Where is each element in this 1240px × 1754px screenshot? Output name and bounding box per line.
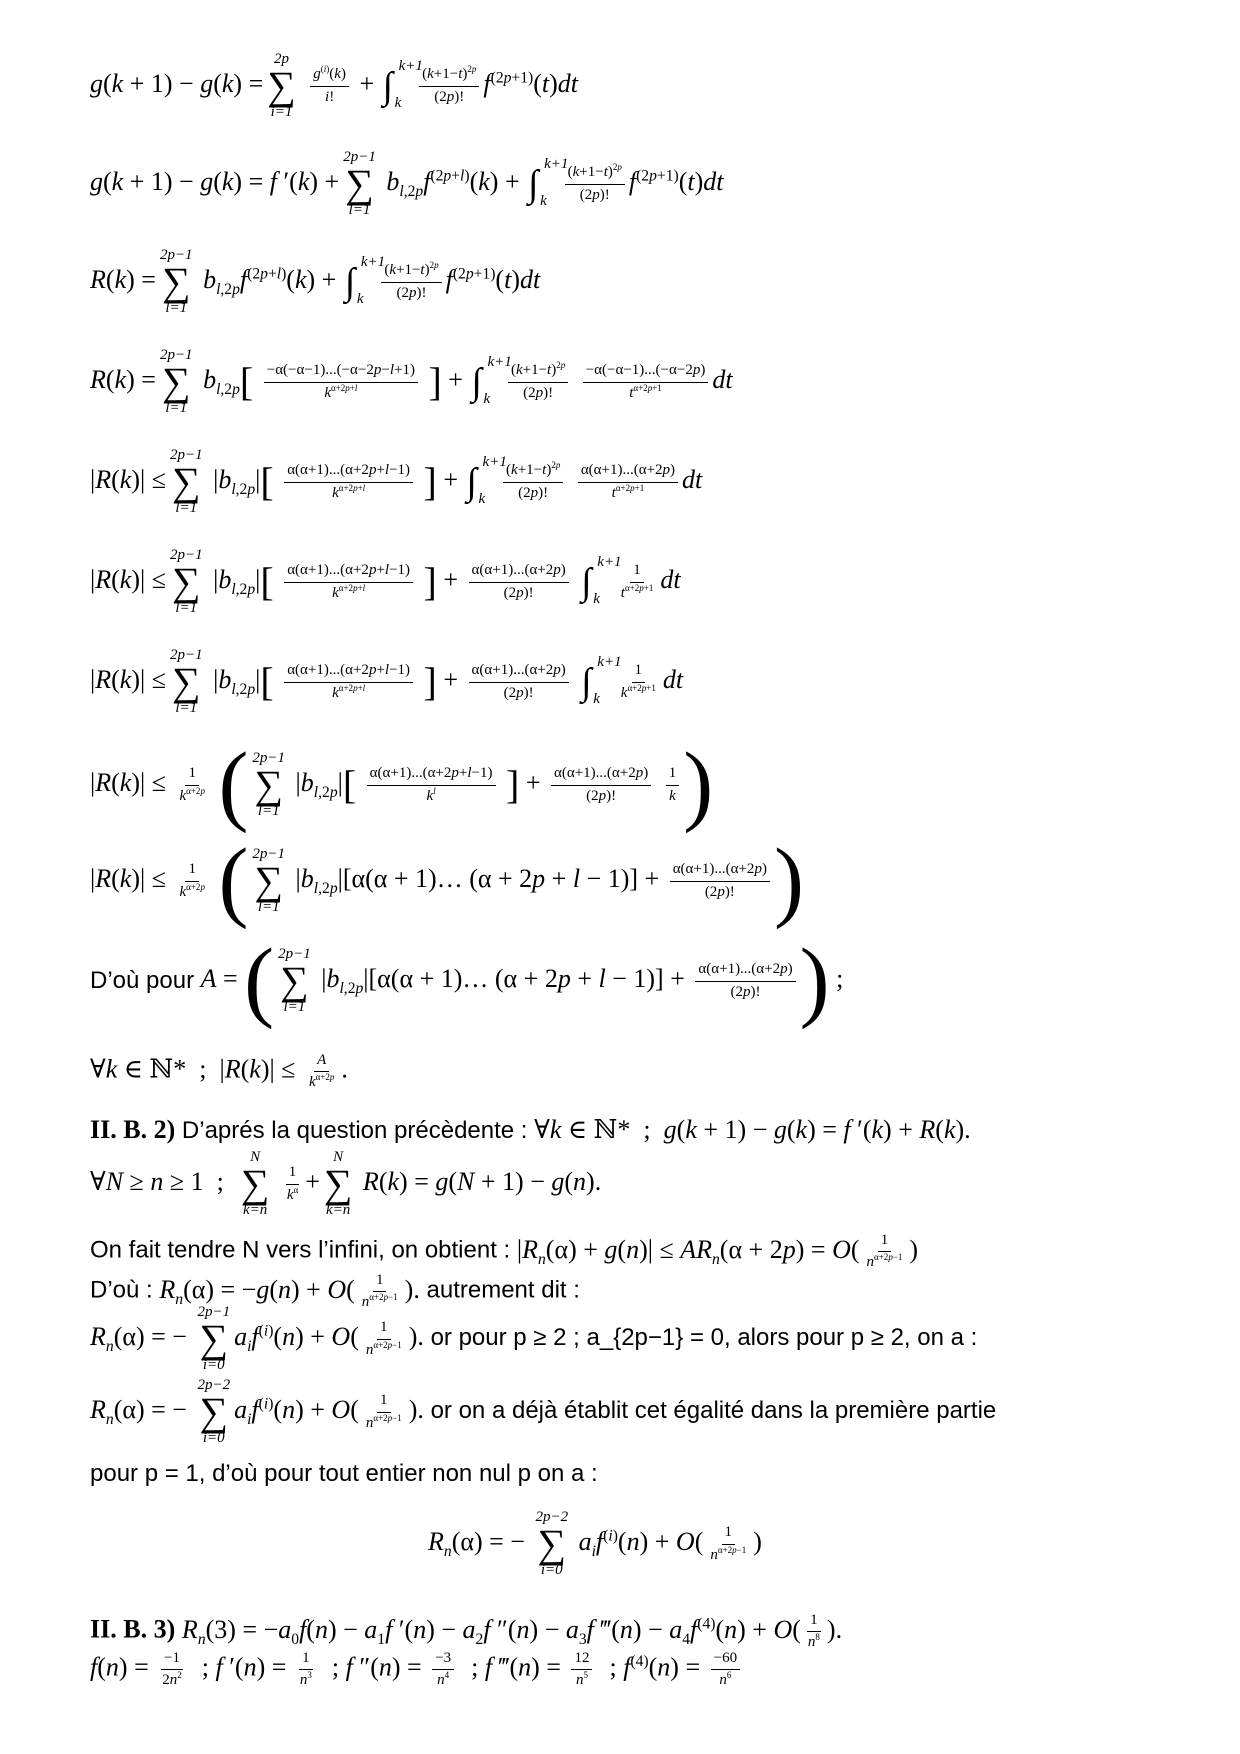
- section-b2-math: ∀k ∈ ℕ* ; g(k + 1) − g(k) = f ′(k) + R(k).: [534, 1115, 971, 1144]
- equation-line-5: |R(k)| ≤ 2p−1 ∑ l=1 $|b_{l,2p}|$[ $\frac{\alpha(\alpha+1)...(\alpha+2p+l-1)}{k^{\alpha+2p+l}}$ ] + ∫ k+1 k $\frac{(k+1-t)^{2p}}{(2p)!}$ $\frac{\alpha(\alpha+1)...(\alpha+2p)}{t^{\alpha+2p+1}}$ dt: [90, 447, 703, 516]
- equation-line-4: R(k) = 2p−1 ∑ l=1 $b_{l,2p}$[ $\frac{-\alpha(-\alpha-1)...(-\alpha-2p-l+1)}{k^{\alpha+2p+l}}$ ] + ∫ k+1 k $\frac{(k+1-t)^{2p}}{(2p)!}$ $\frac{-\alpha(-\alpha-1)...(-\alpha-2p)}{t^{\alpha+2p+1}}$ dt: [90, 347, 733, 416]
- sum-identity-line: ∀N ≥ n ≥ 1 ; N ∑ k=n $\frac{1}{k^\alpha}$ + N ∑ k=n R(k) = g(N + 1) − g(n).: [90, 1149, 602, 1218]
- equation-line-2: g(k + 1) − g(k) = f ′(k) + 2p−1 ∑ l=1 $b_{l,2p}f^{(2p+l)}(k)$ + ∫ k+1 k $\frac{(k+1-t)^{2p}}{(2p)!}$ $f^{(2p+1)}(t)dt$: [90, 149, 724, 218]
- rn2-math: $R_n(\alpha)$ = − 2p−2 ∑ i=0 $a_if^{(i)}(n) + O$( $\frac{1}{n^{\alpha+2p-1}}$ ).: [90, 1377, 424, 1446]
- section-b3-math: $R_n(3) = -a_0f(n) - a_1f$ $'(n) - a_2f$ $''(n) - a_3f$ ‴(n) − $a_4f^{(4)}(n) + O$( $\frac{1}{n^8}$ ).: [181, 1612, 843, 1651]
- doù-label: D’où pour: [90, 967, 195, 995]
- section-b2-label: II. B. 2): [90, 1115, 176, 1144]
- equation-line-7: |R(k)| ≤ 2p−1 ∑ l=1 $|b_{l,2p}|$[ $\frac{\alpha(\alpha+1)...(\alpha+2p+l-1)}{k^{\alpha+2p+l}}$ ] + $\frac{\alpha(\alpha+1)...(\alpha+2p)}{(2p)!}$ ∫ k+1 k $\frac{1}{k^{\alpha+2p+1}}$ dt: [90, 647, 684, 716]
- limit-text: On fait tendre N vers l’infini, on obtient :: [90, 1236, 511, 1264]
- equation-line-11: ∀k ∈ ℕ* ; |R(k)| ≤ $\frac{A}{k^{\alpha+2p}}$ .: [90, 1052, 348, 1091]
- rn1-math: $R_n(\alpha)$ = − 2p−1 ∑ i=0 $a_if^{(i)}(n) + O$( $\frac{1}{n^{\alpha+2p-1}}$ ).: [90, 1304, 424, 1373]
- donc-math: $R_n(\alpha) = -g(n) + O$( $\frac{1}{n^{\alpha+2p-1}}$ ).: [159, 1272, 420, 1311]
- section-b3-label: II. B. 3): [90, 1614, 176, 1644]
- rn-line-2: [90, 1378, 996, 1446]
- centered-result: $R_n(\alpha)$ = − 2p−2 ∑ i=0 $a_if^{(i)}(n) + O$( $\frac{1}{n^{\alpha+2p-1}}$ ): [428, 1509, 762, 1578]
- limit-math: $|R_n(\alpha) + g(n)| \le AR_n(\alpha + 2p) = O$( $\frac{1}{n^{\alpha+2p-1}}$ ): [516, 1232, 919, 1271]
- rn1-text: or pour p ≥ 2 ; a_{2p−1} = 0, alors pour p ≥ 2, on a :: [430, 1323, 978, 1351]
- rn-line-1: [90, 1305, 977, 1373]
- eq-l1-math: g(k + 1) − g(k) = 2p ∑ i=1 $\frac{g^{(i)}(k)}{i!}$ + ∫ k+1 k $\frac{(k+1-t)^{2p}}{(2p)!}$ $f^{(2p+1)}(t)dt$: [90, 51, 579, 120]
- section-b2-text: D’aprés la question précèdente :: [181, 1117, 528, 1144]
- donc-text-1: D’où :: [90, 1276, 153, 1304]
- limit-line: [90, 1232, 918, 1272]
- equation-line-1: [90, 52, 578, 120]
- equation-line-6: |R(k)| ≤ 2p−1 ∑ l=1 $|b_{l,2p}|$[ $\frac{\alpha(\alpha+1)...(\alpha+2p+l-1)}{k^{\alpha+2p+l}}$ ] + $\frac{\alpha(\alpha+1)...(\alpha+2p)}{(2p)!}$ ∫ k+1 k $\frac{1}{t^{\alpha+2p+1}}$ dt: [90, 547, 681, 616]
- rn2-text: or on a déjà établit cet égalité dans la première partie: [430, 1396, 997, 1424]
- equation-line-8: |R(k)| ≤ $\frac{1}{k^{\alpha+2p}}$ ( 2p−1 ∑ l=1 $|b_{l,2p}|$[ $\frac{\alpha(\alpha+1)...(\alpha+2p+l-1)}{k^l}$ ] + $\frac{\alpha(\alpha+1)...(\alpha+2p)}{(2p)!}$ $\frac{1}{k}$ ): [90, 735, 714, 834]
- section-b3-header: [90, 1612, 842, 1652]
- equation-line-10: D’où pour A = ( 2p−1 ∑ l=1 $|b_{l,2p}|[\alpha(\alpha$ + 1)… (α + 2p + l − 1)] + $\frac{\alpha(\alpha+1)...(\alpha+2p)}{(2p)!}$ ) ;: [90, 931, 844, 1030]
- section-b2-header: [90, 1115, 971, 1145]
- pour-line: pour p = 1, d’où pour tout entier non nul p on a :: [90, 1460, 598, 1487]
- equation-line-3: R(k) = 2p−1 ∑ l=1 $b_{l,2p}f^{(2p+l)}(k)$ + ∫ k+1 k $\frac{(k+1-t)^{2p}}{(2p)!}$ $f^{(2p+1)}(t)dt$: [90, 247, 541, 316]
- equation-line-9: |R(k)| ≤ $\frac{1}{k^{\alpha+2p}}$ ( 2p−1 ∑ l=1 $|b_{l,2p}|[\alpha(\alpha$ + 1)… (α + 2p + l − 1)] + $\frac{\alpha(\alpha+1)...(\alpha+2p)}{(2p)!}$ ): [90, 831, 804, 930]
- donc-text-2: autrement dit :: [426, 1276, 580, 1304]
- derivatives-line: f(n) = $\frac{-1}{2n^2}$ ; f ′(n) = $\frac{1}{n^3}$ ; f ″(n) = $\frac{-3}{n^4}$ ; f ‴(n) = $\frac{12}{n^5}$ ; $f^{(4)}(n)$ = $\frac{-60}{n^6}$: [90, 1650, 744, 1690]
